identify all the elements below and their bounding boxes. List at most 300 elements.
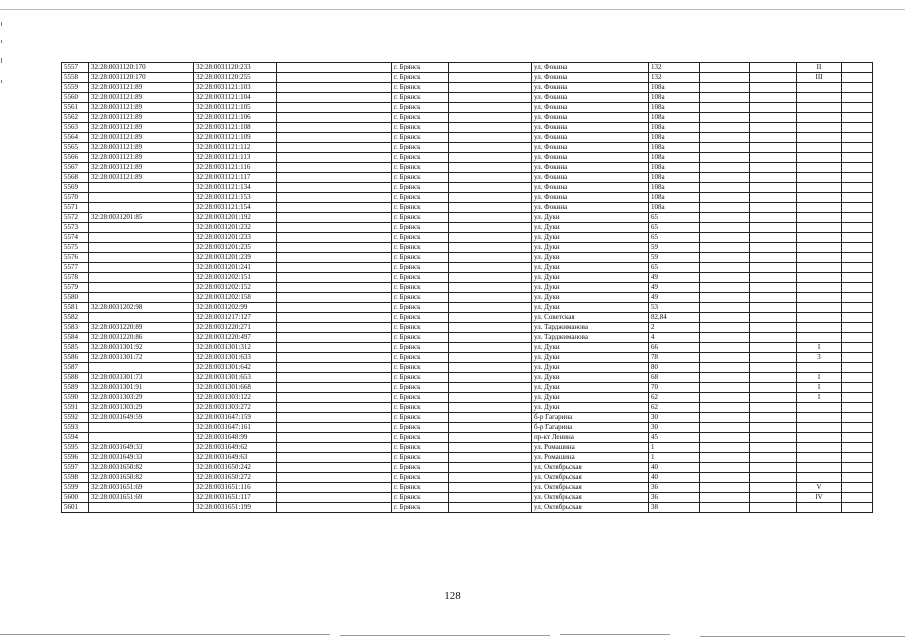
scan-speck bbox=[1, 80, 2, 83]
table-row bbox=[62, 433, 873, 443]
cell-empty bbox=[449, 183, 532, 193]
cell-empty bbox=[750, 173, 797, 183]
cell-city: г. Брянск bbox=[392, 483, 449, 493]
table-row bbox=[62, 443, 873, 453]
cell-empty bbox=[750, 293, 797, 303]
cell-empty bbox=[700, 263, 750, 273]
cell-empty bbox=[750, 263, 797, 273]
cell-empty bbox=[700, 173, 750, 183]
cell-empty bbox=[700, 503, 750, 513]
cell-record-number: 5590 bbox=[62, 393, 89, 403]
table-row bbox=[62, 153, 873, 163]
cell-empty bbox=[842, 353, 873, 363]
cell-empty bbox=[842, 473, 873, 483]
cell-record-number: 5574 bbox=[62, 233, 89, 243]
cell-empty bbox=[277, 103, 392, 113]
cell-street: ул. Октябрьская bbox=[532, 493, 649, 503]
cell-cadastral-number: 32:28:0031201:239 bbox=[194, 253, 277, 263]
cell-empty bbox=[700, 143, 750, 153]
cell-empty bbox=[750, 133, 797, 143]
cell-empty bbox=[449, 123, 532, 133]
cell-premises-number bbox=[797, 303, 842, 313]
cell-previous-cadastral-number bbox=[89, 293, 194, 303]
cell-record-number: 5581 bbox=[62, 303, 89, 313]
cell-cadastral-number: 32:28:0031301:653 bbox=[194, 373, 277, 383]
cell-record-number: 5560 bbox=[62, 93, 89, 103]
cell-city: г. Брянск bbox=[392, 203, 449, 213]
cell-empty bbox=[277, 193, 392, 203]
cell-empty bbox=[277, 183, 392, 193]
cell-cadastral-number: 32:28:0031201:232 bbox=[194, 223, 277, 233]
cell-previous-cadastral-number: 32:28:0031201:85 bbox=[89, 213, 194, 223]
cell-previous-cadastral-number: 32:28:0031220:86 bbox=[89, 333, 194, 343]
cell-street: ул. Фокина bbox=[532, 83, 649, 93]
cell-street: ул. Дуки bbox=[532, 253, 649, 263]
cell-cadastral-number: 32:28:0031202:158 bbox=[194, 293, 277, 303]
cell-city: г. Брянск bbox=[392, 433, 449, 443]
cell-house-number: 62 bbox=[649, 393, 700, 403]
cell-city: г. Брянск bbox=[392, 273, 449, 283]
cell-house-number: 108а bbox=[649, 133, 700, 143]
cell-city: г. Брянск bbox=[392, 233, 449, 243]
cadastral-register-table bbox=[61, 62, 873, 513]
table-row bbox=[62, 203, 873, 213]
cell-empty bbox=[750, 433, 797, 443]
cell-empty bbox=[700, 433, 750, 443]
cell-empty bbox=[277, 163, 392, 173]
cell-previous-cadastral-number bbox=[89, 193, 194, 203]
table-row bbox=[62, 493, 873, 503]
cell-previous-cadastral-number bbox=[89, 363, 194, 373]
cell-empty bbox=[842, 333, 873, 343]
cell-empty bbox=[449, 143, 532, 153]
cell-empty bbox=[449, 63, 532, 73]
cell-city: г. Брянск bbox=[392, 63, 449, 73]
cell-house-number: 59 bbox=[649, 253, 700, 263]
table-row bbox=[62, 423, 873, 433]
cell-previous-cadastral-number: 32:28:0031121:89 bbox=[89, 123, 194, 133]
cell-record-number: 5562 bbox=[62, 113, 89, 123]
table-row bbox=[62, 353, 873, 363]
cell-empty bbox=[842, 433, 873, 443]
cell-empty bbox=[277, 493, 392, 503]
cell-previous-cadastral-number bbox=[89, 283, 194, 293]
cell-house-number: 108а bbox=[649, 183, 700, 193]
cell-empty bbox=[700, 343, 750, 353]
table-row bbox=[62, 323, 873, 333]
cell-city: г. Брянск bbox=[392, 363, 449, 373]
cell-previous-cadastral-number: 32:28:0031301:73 bbox=[89, 373, 194, 383]
table-row bbox=[62, 103, 873, 113]
cell-empty bbox=[277, 323, 392, 333]
cell-empty bbox=[700, 73, 750, 83]
table-row bbox=[62, 253, 873, 263]
cell-record-number: 5579 bbox=[62, 283, 89, 293]
cell-record-number: 5598 bbox=[62, 473, 89, 483]
cell-cadastral-number: 32:28:0031202:152 bbox=[194, 283, 277, 293]
table-row bbox=[62, 463, 873, 473]
cell-previous-cadastral-number: 32:28:0031121:89 bbox=[89, 103, 194, 113]
table-row bbox=[62, 403, 873, 413]
cell-empty bbox=[277, 343, 392, 353]
cell-premises-number bbox=[797, 363, 842, 373]
cell-empty bbox=[277, 383, 392, 393]
table-row bbox=[62, 333, 873, 343]
cell-city: г. Брянск bbox=[392, 313, 449, 323]
cell-record-number: 5578 bbox=[62, 273, 89, 283]
cell-house-number: 108а bbox=[649, 143, 700, 153]
cell-city: г. Брянск bbox=[392, 283, 449, 293]
cell-street: пр-кт Ленина bbox=[532, 433, 649, 443]
cell-house-number: 30 bbox=[649, 413, 700, 423]
cell-premises-number bbox=[797, 213, 842, 223]
cell-city: г. Брянск bbox=[392, 493, 449, 503]
cell-empty bbox=[449, 323, 532, 333]
cell-record-number: 5558 bbox=[62, 73, 89, 83]
cell-empty bbox=[842, 113, 873, 123]
table-body bbox=[62, 63, 873, 513]
cell-empty bbox=[449, 333, 532, 343]
cell-premises-number bbox=[797, 243, 842, 253]
cell-empty bbox=[277, 463, 392, 473]
cell-empty bbox=[449, 163, 532, 173]
cell-cadastral-number: 32:28:0031121:105 bbox=[194, 103, 277, 113]
cell-empty bbox=[449, 403, 532, 413]
cell-street: ул. Фокина bbox=[532, 143, 649, 153]
scan-speck bbox=[1, 22, 2, 26]
cell-empty bbox=[277, 93, 392, 103]
cell-empty bbox=[750, 73, 797, 83]
cell-cadastral-number: 32:28:0031301:642 bbox=[194, 363, 277, 373]
cell-empty bbox=[750, 193, 797, 203]
cell-empty bbox=[277, 473, 392, 483]
cell-previous-cadastral-number bbox=[89, 223, 194, 233]
cell-record-number: 5568 bbox=[62, 173, 89, 183]
cell-empty bbox=[449, 443, 532, 453]
cell-previous-cadastral-number: 32:28:0031650:82 bbox=[89, 473, 194, 483]
cell-empty bbox=[449, 133, 532, 143]
cell-empty bbox=[842, 463, 873, 473]
cell-street: ул. Дуки bbox=[532, 293, 649, 303]
cell-city: г. Брянск bbox=[392, 173, 449, 183]
scan-line bbox=[0, 9, 905, 10]
cell-empty bbox=[700, 393, 750, 403]
cell-street: б-р Гагарина bbox=[532, 423, 649, 433]
cell-street: ул. Фокина bbox=[532, 153, 649, 163]
cell-empty bbox=[750, 213, 797, 223]
cell-previous-cadastral-number: 32:28:0031649:33 bbox=[89, 453, 194, 463]
cell-empty bbox=[842, 293, 873, 303]
cell-house-number: 62 bbox=[649, 403, 700, 413]
cell-empty bbox=[449, 383, 532, 393]
cell-empty bbox=[700, 123, 750, 133]
cell-record-number: 5565 bbox=[62, 143, 89, 153]
cell-empty bbox=[750, 303, 797, 313]
cell-empty bbox=[842, 143, 873, 153]
cell-record-number: 5569 bbox=[62, 183, 89, 193]
cell-house-number: 68 bbox=[649, 373, 700, 383]
table-row bbox=[62, 133, 873, 143]
cell-city: г. Брянск bbox=[392, 93, 449, 103]
cell-cadastral-number: 32:28:0031217:127 bbox=[194, 313, 277, 323]
cell-empty bbox=[750, 103, 797, 113]
cell-empty bbox=[277, 73, 392, 83]
cell-previous-cadastral-number bbox=[89, 433, 194, 443]
cell-city: г. Брянск bbox=[392, 113, 449, 123]
cell-empty bbox=[700, 243, 750, 253]
cell-empty bbox=[277, 263, 392, 273]
cell-empty bbox=[842, 273, 873, 283]
cell-house-number: 108а bbox=[649, 163, 700, 173]
cell-house-number: 78 bbox=[649, 353, 700, 363]
cell-cadastral-number: 32:28:0031301:633 bbox=[194, 353, 277, 363]
cell-city: г. Брянск bbox=[392, 143, 449, 153]
cell-empty bbox=[842, 93, 873, 103]
table-row bbox=[62, 243, 873, 253]
cell-cadastral-number: 32:28:0031120:255 bbox=[194, 73, 277, 83]
cell-record-number: 5599 bbox=[62, 483, 89, 493]
cell-previous-cadastral-number: 32:28:0031649:33 bbox=[89, 443, 194, 453]
cell-empty bbox=[750, 333, 797, 343]
cell-street: ул. Фокина bbox=[532, 73, 649, 83]
cell-city: г. Брянск bbox=[392, 83, 449, 93]
cell-cadastral-number: 32:28:0031220:271 bbox=[194, 323, 277, 333]
cell-empty bbox=[750, 243, 797, 253]
cell-empty bbox=[277, 453, 392, 463]
cell-previous-cadastral-number: 32:28:0031649:59 bbox=[89, 413, 194, 423]
cell-house-number: 108а bbox=[649, 153, 700, 163]
cell-house-number: 132 bbox=[649, 63, 700, 73]
cell-premises-number bbox=[797, 423, 842, 433]
cell-street: ул. Фокина bbox=[532, 123, 649, 133]
cell-premises-number: II bbox=[797, 63, 842, 73]
cell-previous-cadastral-number: 32:28:0031220:89 bbox=[89, 323, 194, 333]
cell-empty bbox=[449, 363, 532, 373]
cell-empty bbox=[750, 113, 797, 123]
cell-empty bbox=[750, 163, 797, 173]
cell-city: г. Брянск bbox=[392, 443, 449, 453]
cell-empty bbox=[277, 83, 392, 93]
cell-house-number: 108а bbox=[649, 83, 700, 93]
cell-empty bbox=[449, 203, 532, 213]
cell-city: г. Брянск bbox=[392, 413, 449, 423]
cell-empty bbox=[842, 393, 873, 403]
cell-street: ул. Тарджиманова bbox=[532, 333, 649, 343]
cell-empty bbox=[750, 223, 797, 233]
cell-street: ул. Дуки bbox=[532, 303, 649, 313]
cell-street: ул. Октябрьская bbox=[532, 483, 649, 493]
cell-previous-cadastral-number: 32:28:0031303:29 bbox=[89, 393, 194, 403]
cell-house-number: 65 bbox=[649, 213, 700, 223]
cell-street: ул. Советская bbox=[532, 313, 649, 323]
cell-house-number: 1 bbox=[649, 443, 700, 453]
cell-empty bbox=[700, 423, 750, 433]
cell-empty bbox=[750, 473, 797, 483]
table-row bbox=[62, 73, 873, 83]
cell-premises-number bbox=[797, 253, 842, 263]
cell-city: г. Брянск bbox=[392, 253, 449, 263]
cell-street: ул. Ромашина bbox=[532, 443, 649, 453]
cell-empty bbox=[750, 203, 797, 213]
table-row bbox=[62, 373, 873, 383]
cell-empty bbox=[842, 63, 873, 73]
cell-empty bbox=[700, 313, 750, 323]
cell-street: ул. Тарджиманова bbox=[532, 323, 649, 333]
cell-empty bbox=[750, 83, 797, 93]
cell-empty bbox=[700, 223, 750, 233]
cell-empty bbox=[842, 283, 873, 293]
cell-cadastral-number: 32:28:0031647:161 bbox=[194, 423, 277, 433]
cell-house-number: 132 bbox=[649, 73, 700, 83]
cell-cadastral-number: 32:28:0031651:116 bbox=[194, 483, 277, 493]
cell-empty bbox=[449, 433, 532, 443]
cell-empty bbox=[277, 433, 392, 443]
cell-empty bbox=[700, 163, 750, 173]
cell-record-number: 5573 bbox=[62, 223, 89, 233]
cell-empty bbox=[449, 273, 532, 283]
cell-empty bbox=[277, 293, 392, 303]
table-row bbox=[62, 303, 873, 313]
cell-empty bbox=[842, 383, 873, 393]
cell-city: г. Брянск bbox=[392, 163, 449, 173]
cell-empty bbox=[700, 153, 750, 163]
table-row bbox=[62, 63, 873, 73]
cell-cadastral-number: 32:28:0031121:106 bbox=[194, 113, 277, 123]
cell-street: ул. Фокина bbox=[532, 93, 649, 103]
cell-empty bbox=[700, 293, 750, 303]
scan-edge-top bbox=[0, 0, 905, 20]
cell-previous-cadastral-number: 32:28:0031301:92 bbox=[89, 343, 194, 353]
cell-city: г. Брянск bbox=[392, 333, 449, 343]
cell-empty bbox=[449, 373, 532, 383]
cell-empty bbox=[750, 283, 797, 293]
cell-house-number: 108а bbox=[649, 193, 700, 203]
cell-house-number: 49 bbox=[649, 293, 700, 303]
cell-house-number: 49 bbox=[649, 283, 700, 293]
table-row bbox=[62, 143, 873, 153]
cell-empty bbox=[449, 93, 532, 103]
cell-premises-number bbox=[797, 403, 842, 413]
cell-cadastral-number: 32:28:0031121:104 bbox=[194, 93, 277, 103]
table-row bbox=[62, 393, 873, 403]
cell-previous-cadastral-number: 32:28:0031121:89 bbox=[89, 93, 194, 103]
cell-record-number: 5571 bbox=[62, 203, 89, 213]
cell-empty bbox=[449, 503, 532, 513]
cell-city: г. Брянск bbox=[392, 263, 449, 273]
cell-record-number: 5601 bbox=[62, 503, 89, 513]
cell-cadastral-number: 32:28:0031201:241 bbox=[194, 263, 277, 273]
cell-record-number: 5563 bbox=[62, 123, 89, 133]
cell-record-number: 5584 bbox=[62, 333, 89, 343]
cell-record-number: 5595 bbox=[62, 443, 89, 453]
cell-premises-number: 3 bbox=[797, 353, 842, 363]
cell-previous-cadastral-number bbox=[89, 243, 194, 253]
cell-empty bbox=[750, 413, 797, 423]
cell-empty bbox=[449, 73, 532, 83]
cell-premises-number bbox=[797, 503, 842, 513]
table-row bbox=[62, 113, 873, 123]
cell-empty bbox=[750, 153, 797, 163]
cell-city: г. Брянск bbox=[392, 293, 449, 303]
scan-speck bbox=[1, 40, 2, 43]
cell-empty bbox=[277, 283, 392, 293]
table-row bbox=[62, 453, 873, 463]
cell-house-number: 108а bbox=[649, 173, 700, 183]
cell-empty bbox=[277, 443, 392, 453]
cell-empty bbox=[700, 103, 750, 113]
page-number: 128 bbox=[444, 590, 461, 602]
cell-empty bbox=[750, 443, 797, 453]
cell-empty bbox=[842, 163, 873, 173]
cell-street: ул. Фокина bbox=[532, 193, 649, 203]
cell-empty bbox=[750, 323, 797, 333]
cell-empty bbox=[700, 463, 750, 473]
cell-previous-cadastral-number: 32:28:0031651:69 bbox=[89, 483, 194, 493]
cell-empty bbox=[700, 93, 750, 103]
cell-record-number: 5575 bbox=[62, 243, 89, 253]
cell-empty bbox=[449, 453, 532, 463]
cell-record-number: 5591 bbox=[62, 403, 89, 413]
scan-speck bbox=[1, 58, 2, 63]
cell-city: г. Брянск bbox=[392, 503, 449, 513]
cell-empty bbox=[750, 273, 797, 283]
cell-street: ул. Фокина bbox=[532, 203, 649, 213]
cell-premises-number: V bbox=[797, 483, 842, 493]
cell-empty bbox=[700, 453, 750, 463]
cell-empty bbox=[842, 323, 873, 333]
cell-cadastral-number: 32:28:0031121:154 bbox=[194, 203, 277, 213]
cell-empty bbox=[700, 473, 750, 483]
cell-empty bbox=[842, 233, 873, 243]
cell-empty bbox=[750, 183, 797, 193]
cell-premises-number: I bbox=[797, 373, 842, 383]
cell-house-number: 1 bbox=[649, 453, 700, 463]
cell-record-number: 5596 bbox=[62, 453, 89, 463]
cell-cadastral-number: 32:28:0031651:117 bbox=[194, 493, 277, 503]
cell-premises-number: I bbox=[797, 383, 842, 393]
cell-record-number: 5559 bbox=[62, 83, 89, 93]
cell-cadastral-number: 32:28:0031649:62 bbox=[194, 443, 277, 453]
table-row bbox=[62, 413, 873, 423]
cell-street: ул. Октябрьская bbox=[532, 473, 649, 483]
cell-record-number: 5594 bbox=[62, 433, 89, 443]
cell-previous-cadastral-number bbox=[89, 233, 194, 243]
cell-cadastral-number: 32:28:0031202:151 bbox=[194, 273, 277, 283]
cell-cadastral-number: 32:28:0031121:109 bbox=[194, 133, 277, 143]
cell-empty bbox=[700, 323, 750, 333]
cell-record-number: 5586 bbox=[62, 353, 89, 363]
cell-empty bbox=[277, 333, 392, 343]
table-row bbox=[62, 283, 873, 293]
cell-cadastral-number: 32:28:0031120:233 bbox=[194, 63, 277, 73]
cell-street: ул. Дуки bbox=[532, 363, 649, 373]
cell-city: г. Брянск bbox=[392, 103, 449, 113]
cell-house-number: 36 bbox=[649, 493, 700, 503]
cell-premises-number bbox=[797, 443, 842, 453]
cell-cadastral-number: 32:28:0031649:63 bbox=[194, 453, 277, 463]
cell-cadastral-number: 32:28:0031301:668 bbox=[194, 383, 277, 393]
cell-empty bbox=[277, 483, 392, 493]
cell-empty bbox=[842, 103, 873, 113]
cell-empty bbox=[277, 363, 392, 373]
cell-cadastral-number: 32:28:0031301:312 bbox=[194, 343, 277, 353]
table-row bbox=[62, 163, 873, 173]
cell-empty bbox=[842, 423, 873, 433]
cell-empty bbox=[700, 213, 750, 223]
cell-city: г. Брянск bbox=[392, 153, 449, 163]
cell-previous-cadastral-number: 32:28:0031120:170 bbox=[89, 73, 194, 83]
cell-empty bbox=[277, 153, 392, 163]
